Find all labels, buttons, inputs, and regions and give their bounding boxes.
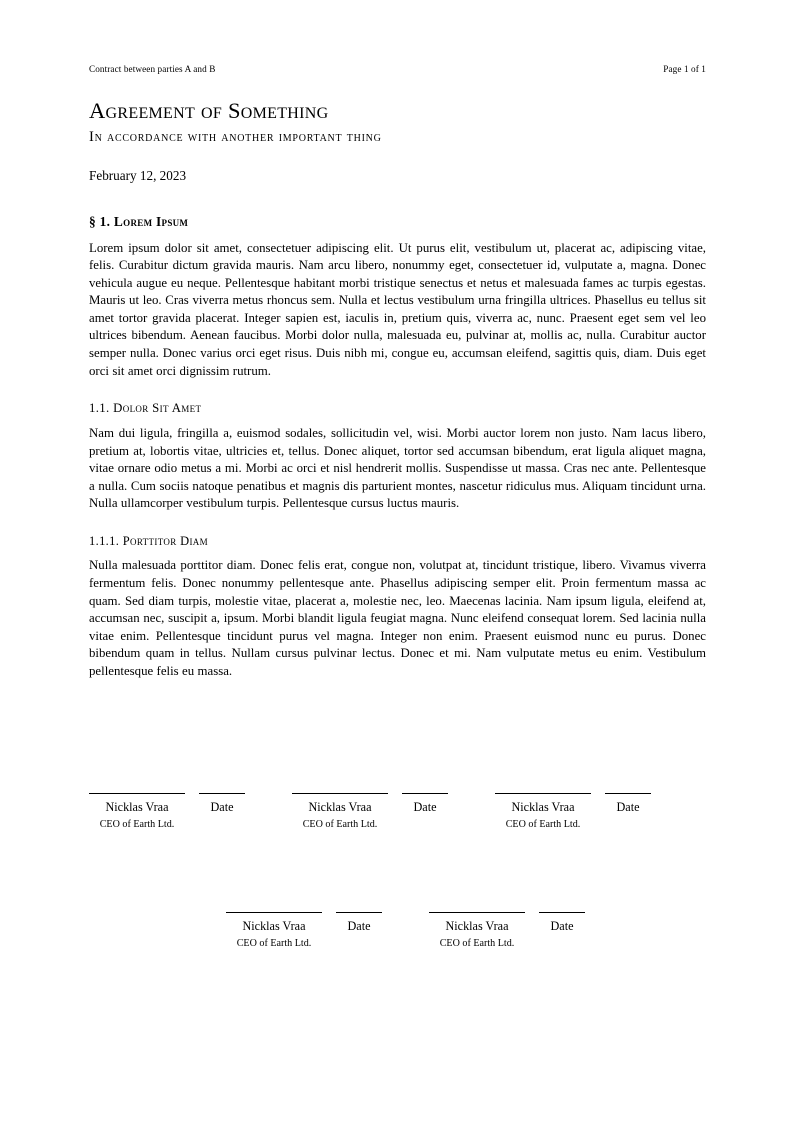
subsection-spacer: [89, 513, 706, 534]
signature-name-label: Nicklas Vraa: [511, 800, 575, 814]
signature-date-field-1[interactable]: [199, 793, 245, 815]
page-header: [89, 64, 706, 74]
signature-name-label: Nicklas Vraa: [308, 800, 372, 814]
section-spacer: [89, 380, 706, 401]
subsection-paragraph-1-1: Nam dui ligula, fringilla a, euismod sodales, sollicitudin vel, wisi. Morbi auctor lorem non justo. Nam lacus libero, pretium at, lobortis vitae, ultricies et, tellus. Donec aliquet, tortor sed accumsan bibendum, erat ligula aliquet magna, vitae ornare odio metus a mi. Morbi ac orci et nisl hendrerit mollis. Suspendisse ut massa. Cras nec ante. Pellentesque a nulla. Cum sociis natoque penatibus et magnis dis parturient montes, nascetur ridiculus mus. Aliquam tincidunt urna. Nulla ullamcorper vestibulum turpis. Pellentesque cursus luctus mauris.: [89, 426, 706, 511]
document-body: [89, 214, 706, 680]
signature-group-4: [226, 912, 382, 951]
signature-date-label: Date: [550, 919, 574, 933]
document-date: February 12, 2023: [89, 168, 187, 183]
signature-date-label: Date: [413, 800, 437, 814]
document-title: Agreement of Something: [89, 98, 329, 123]
signature-title-label: CEO of Earth Ltd.: [302, 819, 378, 831]
signature-date-label: Date: [210, 800, 234, 814]
signature-date-rule: [402, 793, 448, 794]
signature-name-field-1[interactable]: [89, 793, 185, 832]
signature-name-field-3[interactable]: [495, 793, 591, 832]
signature-block-row-1: [89, 793, 706, 832]
signature-date-rule: [199, 793, 245, 794]
signature-rule: [292, 793, 388, 794]
signature-name-field-2[interactable]: [292, 793, 388, 832]
section-heading-1: § 1. Lorem Ipsum: [89, 214, 189, 229]
signature-date-field-2[interactable]: [402, 793, 448, 815]
signature-group-2: [292, 793, 448, 832]
signature-block-row-2: [89, 912, 706, 951]
signature-date-rule: [605, 793, 651, 794]
signature-group-3: [495, 793, 651, 832]
signature-title-label: CEO of Earth Ltd.: [99, 819, 175, 831]
subsubsection-paragraph-1-1-1: Nulla malesuada porttitor diam. Donec felis erat, congue non, volutpat at, tincidunt tristique, libero. Vivamus viverra fermentum felis. Donec nonummy pellentesque ante. Phasellus adipiscing semper elit. Proin fermentum massa ac quam. Sed diam turpis, molestie vitae, placerat a, molestie nec, leo. Maecenas lacinia. Nam ipsum ligula, eleifend at, accumsan nec, suscipit a, ipsum. Morbi blandit ligula feugiat magna. Nunc eleifend consequat lorem. Sed lacinia nulla vitae enim. Pellentesque tincidunt purus vel magna. Integer non enim. Praesent euismod nunc eu purus. Donec bibendum quam in tellus. Nullam cursus pulvinar lectus. Donec et mi. Nam vulputate metus eu enim. Vestibulum pellentesque felis eu massa.: [89, 558, 706, 678]
signature-rule: [429, 912, 525, 913]
signature-group-5: [429, 912, 585, 951]
signature-name-label: Nicklas Vraa: [242, 919, 306, 933]
signature-group-1: [89, 793, 245, 832]
section-paragraph-1: Lorem ipsum dolor sit amet, consectetuer adipiscing elit. Ut purus elit, vestibulum ut, placerat ac, adipiscing vitae, felis. Curabitur dictum gravida mauris. Nam arcu libero, nonummy eget, consectetuer id, vulputate a, magna. Donec vehicula augue eu neque. Pellentesque habitant morbi tristique senectus et netus et malesuada fames ac turpis egestas. Mauris ut leo. Cras viverra metus rhoncus sem. Nulla et lectus vestibulum urna fringilla ultrices. Phasellus eu tellus sit amet tortor gravida placerat. Integer sapien est, iaculis in, pretium quis, viverra ac, nunc. Praesent eget sem vel leo ultrices bibendum. Aenean faucibus. Morbi dolor nulla, malesuada eu, pulvinar at, mollis ac, nulla. Curabitur auctor semper nulla. Donec varius orci eget risus. Duis nibh mi, congue eu, accumsan eleifend, sagittis quis, diam. Duis eget orci sit amet orci dignissim rutrum.: [89, 240, 706, 378]
signature-title-label: CEO of Earth Ltd.: [505, 819, 581, 831]
signature-rule: [495, 793, 591, 794]
title-block: [89, 98, 706, 146]
signature-date-field-3[interactable]: [605, 793, 651, 815]
header-left-text: Contract between parties A and B: [89, 64, 216, 74]
signature-date-label: Date: [616, 800, 640, 814]
signature-row: [89, 912, 706, 951]
signature-title-label: CEO of Earth Ltd.: [439, 938, 515, 950]
signature-rule: [89, 793, 185, 794]
signature-rule: [226, 912, 322, 913]
signature-date-label: Date: [347, 919, 371, 933]
signature-date-rule: [539, 912, 585, 913]
signature-date-field-5[interactable]: [539, 912, 585, 934]
subsubsection-heading-1-1-1: 1.1.1. Porttitor Diam: [89, 533, 208, 548]
signature-row: [89, 793, 706, 832]
signature-name-label: Nicklas Vraa: [445, 919, 509, 933]
signature-date-rule: [336, 912, 382, 913]
document-subtitle: In accordance with another important thing: [89, 128, 382, 145]
header-page-number: Page 1 of 1: [663, 64, 706, 74]
subsection-heading-1-1: 1.1. Dolor Sit Amet: [89, 401, 202, 416]
signature-name-field-5[interactable]: [429, 912, 525, 951]
signature-title-label: CEO of Earth Ltd.: [236, 938, 312, 950]
signature-name-field-4[interactable]: [226, 912, 322, 951]
signature-name-label: Nicklas Vraa: [105, 800, 169, 814]
signature-date-field-4[interactable]: [336, 912, 382, 934]
